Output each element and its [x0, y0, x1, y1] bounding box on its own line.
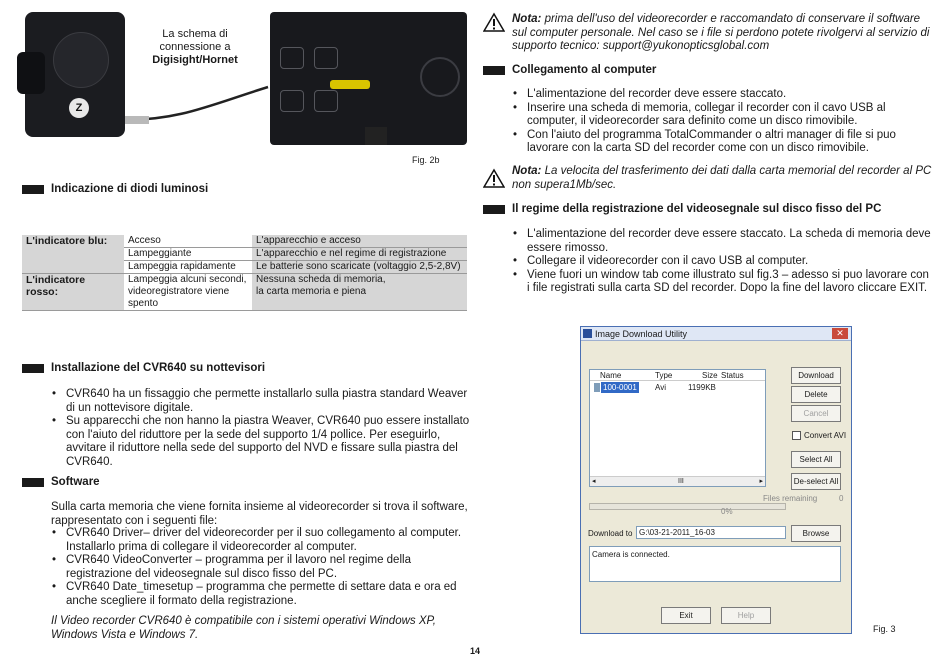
dialog-titlebar	[581, 327, 851, 341]
status-text: Camera is connected.	[592, 550, 670, 559]
led-mode: Lampeggia rapidamente	[124, 261, 252, 274]
text-line: Sulla carta memoria che viene fornita insieme al videorecorder si trova il software,	[51, 501, 468, 513]
text-span: La velocita del trasferimento dei dati dalla carta memorial del recorder al PC	[541, 165, 932, 177]
recorder-foot	[365, 127, 387, 145]
col-status[interactable]: Status	[721, 371, 744, 380]
fig-2b-label: Fig. 2b	[412, 155, 440, 165]
red-indicator-label: L'indicatore rosso:	[22, 274, 124, 311]
text-line: di un nottevisore digitale.	[66, 401, 194, 414]
table-row	[22, 274, 467, 311]
text-line: rappresentato con i seguenti file:	[51, 514, 218, 527]
progress-percent: 0%	[721, 507, 733, 516]
text-line: • CVR640 Driver– driver del videorecorder per il suo collegamento al computer.	[66, 527, 462, 539]
section-marker	[483, 66, 505, 75]
section-marker	[22, 185, 44, 194]
scroll-left-icon[interactable]: ◂	[592, 478, 596, 485]
recorder-port	[314, 47, 338, 69]
text-line: con l'aiuto del riduttore per la sede del supporto 1/4 pollice. Per eseguirlo,	[66, 428, 441, 441]
file-icon	[594, 383, 600, 392]
text-line: avvitare il riduttore nella sede del supporto del NVD e fissare sulla piastra del	[66, 442, 458, 454]
regime-list	[511, 228, 946, 296]
cable-drawing	[120, 75, 270, 135]
list-item	[50, 554, 470, 581]
close-icon[interactable]: ✕	[832, 328, 848, 339]
text-line: • CVR640 VideoConverter – programma per il lavoro nel regime della	[66, 554, 411, 566]
note-label: Nota:	[512, 165, 542, 177]
text-line: Lampeggia alcuni secondi,	[128, 274, 247, 285]
image-download-dialog	[580, 326, 852, 634]
recorder-port	[314, 90, 338, 112]
list-item	[511, 269, 946, 296]
text-line: i file registrati sulla carta SD del recorder. Dopo la fine del lavoro cliccare EXIT.	[527, 282, 928, 294]
files-remaining-value: 0	[839, 494, 844, 503]
led-meaning: L'apparecchio e nel regime di registrazione	[252, 248, 467, 261]
section-marker	[483, 205, 505, 214]
text-line: • Collegare il videorecorder con il cavo USB al computer.	[527, 255, 809, 267]
blue-indicator-label: L'indicatore blu:	[22, 235, 124, 274]
device-grip	[53, 32, 109, 88]
deselect-all-button[interactable]: De-select All	[791, 473, 841, 490]
led-mode: Acceso	[124, 235, 252, 248]
files-remaining-label: Files remaining	[763, 494, 818, 503]
file-list[interactable]	[589, 369, 766, 487]
brand-logo-icon: Z	[69, 98, 89, 118]
device-knob	[17, 52, 45, 94]
list-item	[50, 581, 470, 608]
file-size: 1199KB	[688, 383, 716, 392]
text-line: lavorare con la carta SD del recorder come con un disco rimovibile.	[527, 142, 869, 154]
list-item	[50, 415, 470, 469]
warning-icon	[483, 12, 505, 32]
text-line: essere rimosso.	[527, 241, 609, 254]
text-line: • Con l'aiuto del programma TotalCommander o altri manager di file si puo	[527, 128, 896, 141]
text-line: Nessuna scheda di memoria,	[256, 274, 386, 285]
text-line: spento	[128, 298, 159, 309]
rca-plug-icon	[330, 80, 370, 89]
text-span: prima dell'uso del videorecorder e raccomandato di conservare il software	[541, 13, 921, 25]
text-line: Il Video recorder CVR640 è compatibile con i sistemi operativi Windows XP,	[51, 615, 436, 627]
text-line: • CVR640 Date_timesetup – programma che permette di settare data e ora ed	[66, 581, 457, 593]
file-name: 100-0001	[603, 383, 637, 392]
device-photo-left	[25, 12, 125, 137]
text-line: Installarlo prima di collegare il videorecorder al computer.	[66, 540, 357, 553]
note-1	[512, 13, 942, 54]
list-item	[511, 88, 941, 102]
progress-bar	[589, 503, 786, 510]
col-size[interactable]: Size	[702, 371, 718, 380]
led-mode: Lampeggiante	[124, 248, 252, 261]
table-row	[22, 235, 467, 248]
text-line: non supera1Mb/sec.	[512, 178, 617, 191]
text-line: • Inserire una scheda di memoria, collegar il recorder con il cavo USB al	[527, 101, 886, 114]
browse-button[interactable]: Browse	[791, 525, 841, 542]
recorder-port	[280, 90, 304, 112]
text-line: anche scegliere il formato della registrazione.	[66, 594, 297, 607]
compat-note	[51, 615, 471, 642]
computer-list	[511, 88, 941, 156]
list-item	[511, 102, 941, 129]
recorder-port	[280, 47, 304, 69]
scroll-right-icon[interactable]: ▸	[759, 478, 763, 485]
led-meaning: L'apparecchio e acceso	[252, 235, 467, 248]
text-line	[512, 13, 942, 27]
led-heading: Indicazione di diodi luminosi	[51, 183, 209, 195]
app-icon	[583, 329, 592, 338]
download-to-label: Download to	[588, 529, 633, 538]
col-name[interactable]: Name	[600, 371, 622, 380]
convert-avi-checkbox[interactable]	[792, 431, 801, 440]
note-2	[512, 165, 942, 192]
page-number: 14	[470, 646, 481, 656]
text-line: • CVR640 ha un fissaggio che permette installarlo sulla piastra standard Weaver	[66, 388, 468, 400]
led-meaning: Le batterie sono scaricate (voltaggio 2,5-2,8V)	[252, 261, 467, 274]
status-box	[589, 546, 841, 582]
select-all-button[interactable]: Select All	[791, 451, 841, 468]
computer-heading: Collegamento al computer	[512, 64, 657, 76]
text-line: • L'alimentazione del recorder deve essere staccato.	[527, 88, 787, 100]
file-list-header	[590, 370, 765, 381]
software-intro	[51, 501, 471, 528]
file-row[interactable]	[592, 382, 764, 393]
note-label: Nota:	[512, 13, 542, 25]
col-type[interactable]: Type	[655, 371, 673, 380]
list-item	[511, 255, 946, 269]
caption-line-1: La schema di	[162, 28, 228, 40]
list-item	[511, 228, 946, 255]
text-line: • Su apparecchi che non hanno la piastra Weaver, CVR640 puo essere installato	[66, 415, 470, 427]
text-line: computer, il videorecorder sara definito come un disco rimovibile.	[527, 115, 858, 127]
text-line: videoregistratore viene	[128, 286, 230, 297]
dialog-title: Image Download Utility	[595, 329, 688, 339]
download-button[interactable]: Download	[791, 367, 841, 384]
text-line: sul computer personale. Nel caso se i file si perdono potete rivolgervi al servizio di	[512, 26, 930, 39]
caption-line-2: connessione a	[159, 41, 231, 53]
cancel-button[interactable]: Cancel	[791, 405, 841, 422]
install-heading: Installazione del CVR640 su nottevisori	[51, 362, 266, 374]
text-line: • L'alimentazione del recorder deve essere staccato. La scheda di memoria deve	[527, 228, 931, 240]
recorder-dial	[420, 57, 460, 97]
delete-button[interactable]: Delete	[791, 386, 841, 403]
software-list	[50, 527, 470, 608]
text-line: la carta memoria e piena	[256, 286, 367, 297]
text-line: supporto tecnico: support@yukonopticsglobal.com	[512, 40, 770, 52]
caption-line-bold: Digisight/Hornet	[152, 54, 238, 66]
download-to-field[interactable]	[636, 526, 786, 539]
list-item	[50, 388, 470, 415]
section-marker	[22, 478, 44, 487]
regime-heading: Il regime della registrazione del videosegnale sul disco fisso del PC	[512, 203, 882, 215]
horizontal-scrollbar[interactable]	[590, 476, 765, 486]
exit-button[interactable]: Exit	[661, 607, 711, 624]
file-type: Avi	[655, 383, 666, 392]
software-heading: Software	[51, 476, 100, 488]
text-line: Windows Vista e Windows 7.	[51, 628, 199, 641]
warning-icon	[483, 168, 505, 188]
list-item	[50, 527, 470, 554]
section-marker	[22, 364, 44, 373]
text-line: registrazione del videosegnale sul disco fisso del PC.	[66, 567, 338, 580]
text-line	[512, 165, 942, 179]
connection-caption	[140, 28, 250, 67]
led-table	[22, 235, 467, 311]
install-list	[50, 388, 470, 469]
list-item	[511, 129, 941, 156]
text-line: CVR640.	[66, 455, 113, 468]
download-path: G:\03-21-2011_16-03	[639, 528, 715, 537]
scroll-thumb[interactable]: III	[678, 478, 684, 485]
fig-3-label: Fig. 3	[873, 624, 896, 634]
convert-avi-label: Convert AVI	[804, 431, 847, 440]
text-line: • Viene fuori un window tab come illustrato sul fig.3 – adesso si puo lavorare con	[527, 268, 929, 281]
led-meaning	[252, 274, 467, 311]
led-mode	[124, 274, 252, 311]
recorder-photo	[270, 12, 467, 145]
help-button[interactable]: Help	[721, 607, 771, 624]
